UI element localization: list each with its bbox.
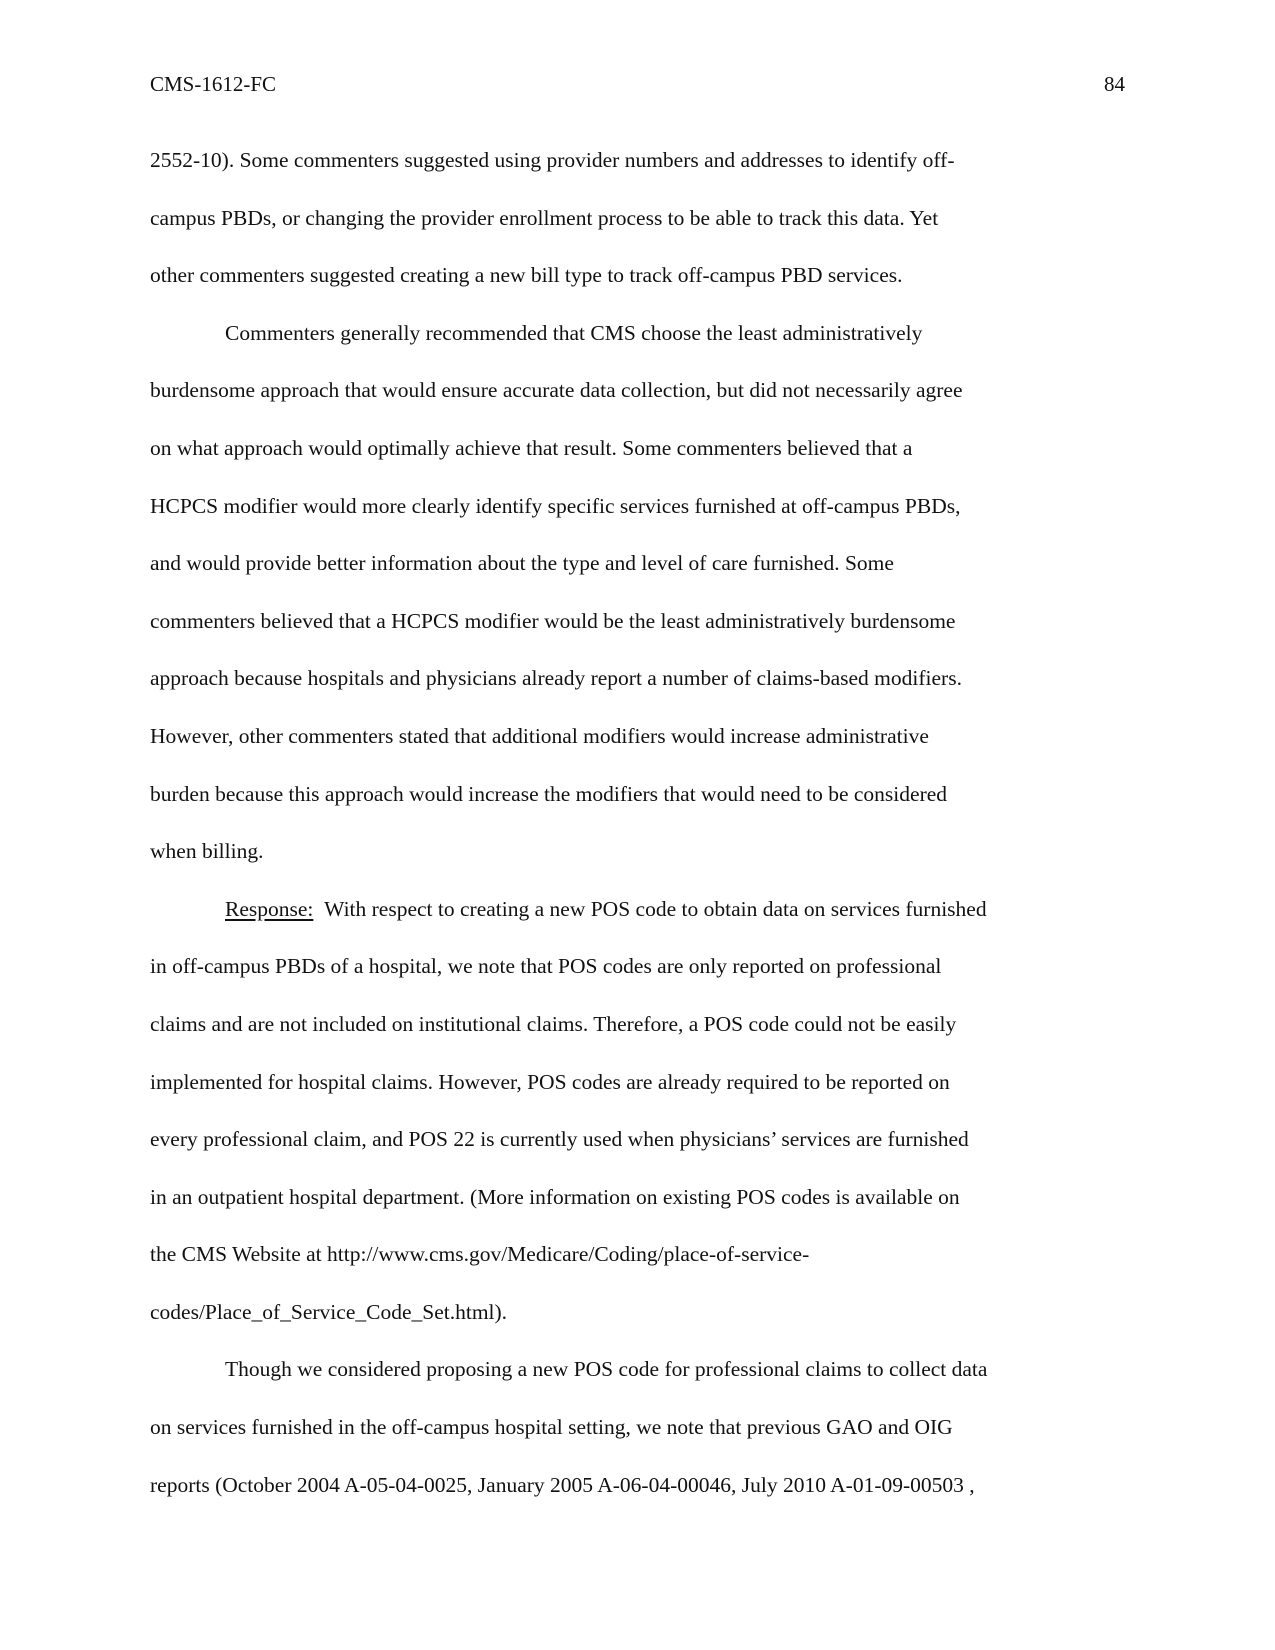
- text-line: claims and are not included on institutional claims. Therefore, a POS code could not be easily: [150, 1011, 957, 1036]
- text-line: HCPCS modifier would more clearly identify specific services furnished at off-campus PBDs,: [150, 493, 961, 518]
- text-line: other commenters suggested creating a new bill type to track off-campus PBD services.: [150, 263, 903, 288]
- response-text: With respect to creating a new POS code to obtain data on services furnished: [324, 896, 987, 921]
- text-line: approach because hospitals and physicians already report a number of claims-based modifiers.: [150, 666, 962, 691]
- text-line: on what approach would optimally achieve that result. Some commenters believed that a: [150, 435, 913, 460]
- page-header: [150, 72, 1125, 112]
- page-number: 84: [1104, 72, 1125, 96]
- text-line: when billing.: [150, 839, 264, 864]
- text-line: every professional claim, and POS 22 is currently used when physicians’ services are furnished: [150, 1127, 969, 1152]
- response-label: Response:: [225, 896, 314, 921]
- text-line: on services furnished in the off-campus hospital setting, we note that previous GAO and OIG: [150, 1415, 953, 1440]
- text-line: However, other commenters stated that additional modifiers would increase administrative: [150, 723, 929, 748]
- text-line: Though we considered proposing a new POS code for professional claims to collect data: [225, 1357, 988, 1382]
- body-text: [150, 142, 1125, 1524]
- text-line: in off-campus PBDs of a hospital, we note that POS codes are only reported on professional: [150, 954, 942, 979]
- text-line: and would provide better information about the type and level of care furnished. Some: [150, 551, 894, 576]
- text-line: campus PBDs, or changing the provider enrollment process to be able to track this data. Yet: [150, 205, 939, 230]
- text-line: burdensome approach that would ensure accurate data collection, but did not necessarily agree: [150, 378, 963, 403]
- document-id: CMS-1612-FC: [150, 72, 277, 96]
- response-line: [150, 891, 1125, 949]
- text-line: the CMS Website at http://www.cms.gov/Medicare/Coding/place-of-service-: [150, 1242, 810, 1267]
- text-line: in an outpatient hospital department. (More information on existing POS codes is available on: [150, 1184, 960, 1209]
- text-line: burden because this approach would increase the modifiers that would need to be considered: [150, 781, 948, 806]
- text-line: 2552-10). Some commenters suggested using provider numbers and addresses to identify off-: [150, 148, 955, 172]
- text-line: codes/Place_of_Service_Code_Set.html).: [150, 1299, 508, 1324]
- text-line: commenters believed that a HCPCS modifier would be the least administratively burdensome: [150, 608, 956, 633]
- text-line: Commenters generally recommended that CMS choose the least administratively: [225, 320, 923, 345]
- text-line: implemented for hospital claims. However, POS codes are already required to be reported on: [150, 1069, 950, 1094]
- text-line: reports (October 2004 A-05-04-0025, January 2005 A-06-04-00046, July 2010 A-01-09-00503 ,: [150, 1472, 975, 1497]
